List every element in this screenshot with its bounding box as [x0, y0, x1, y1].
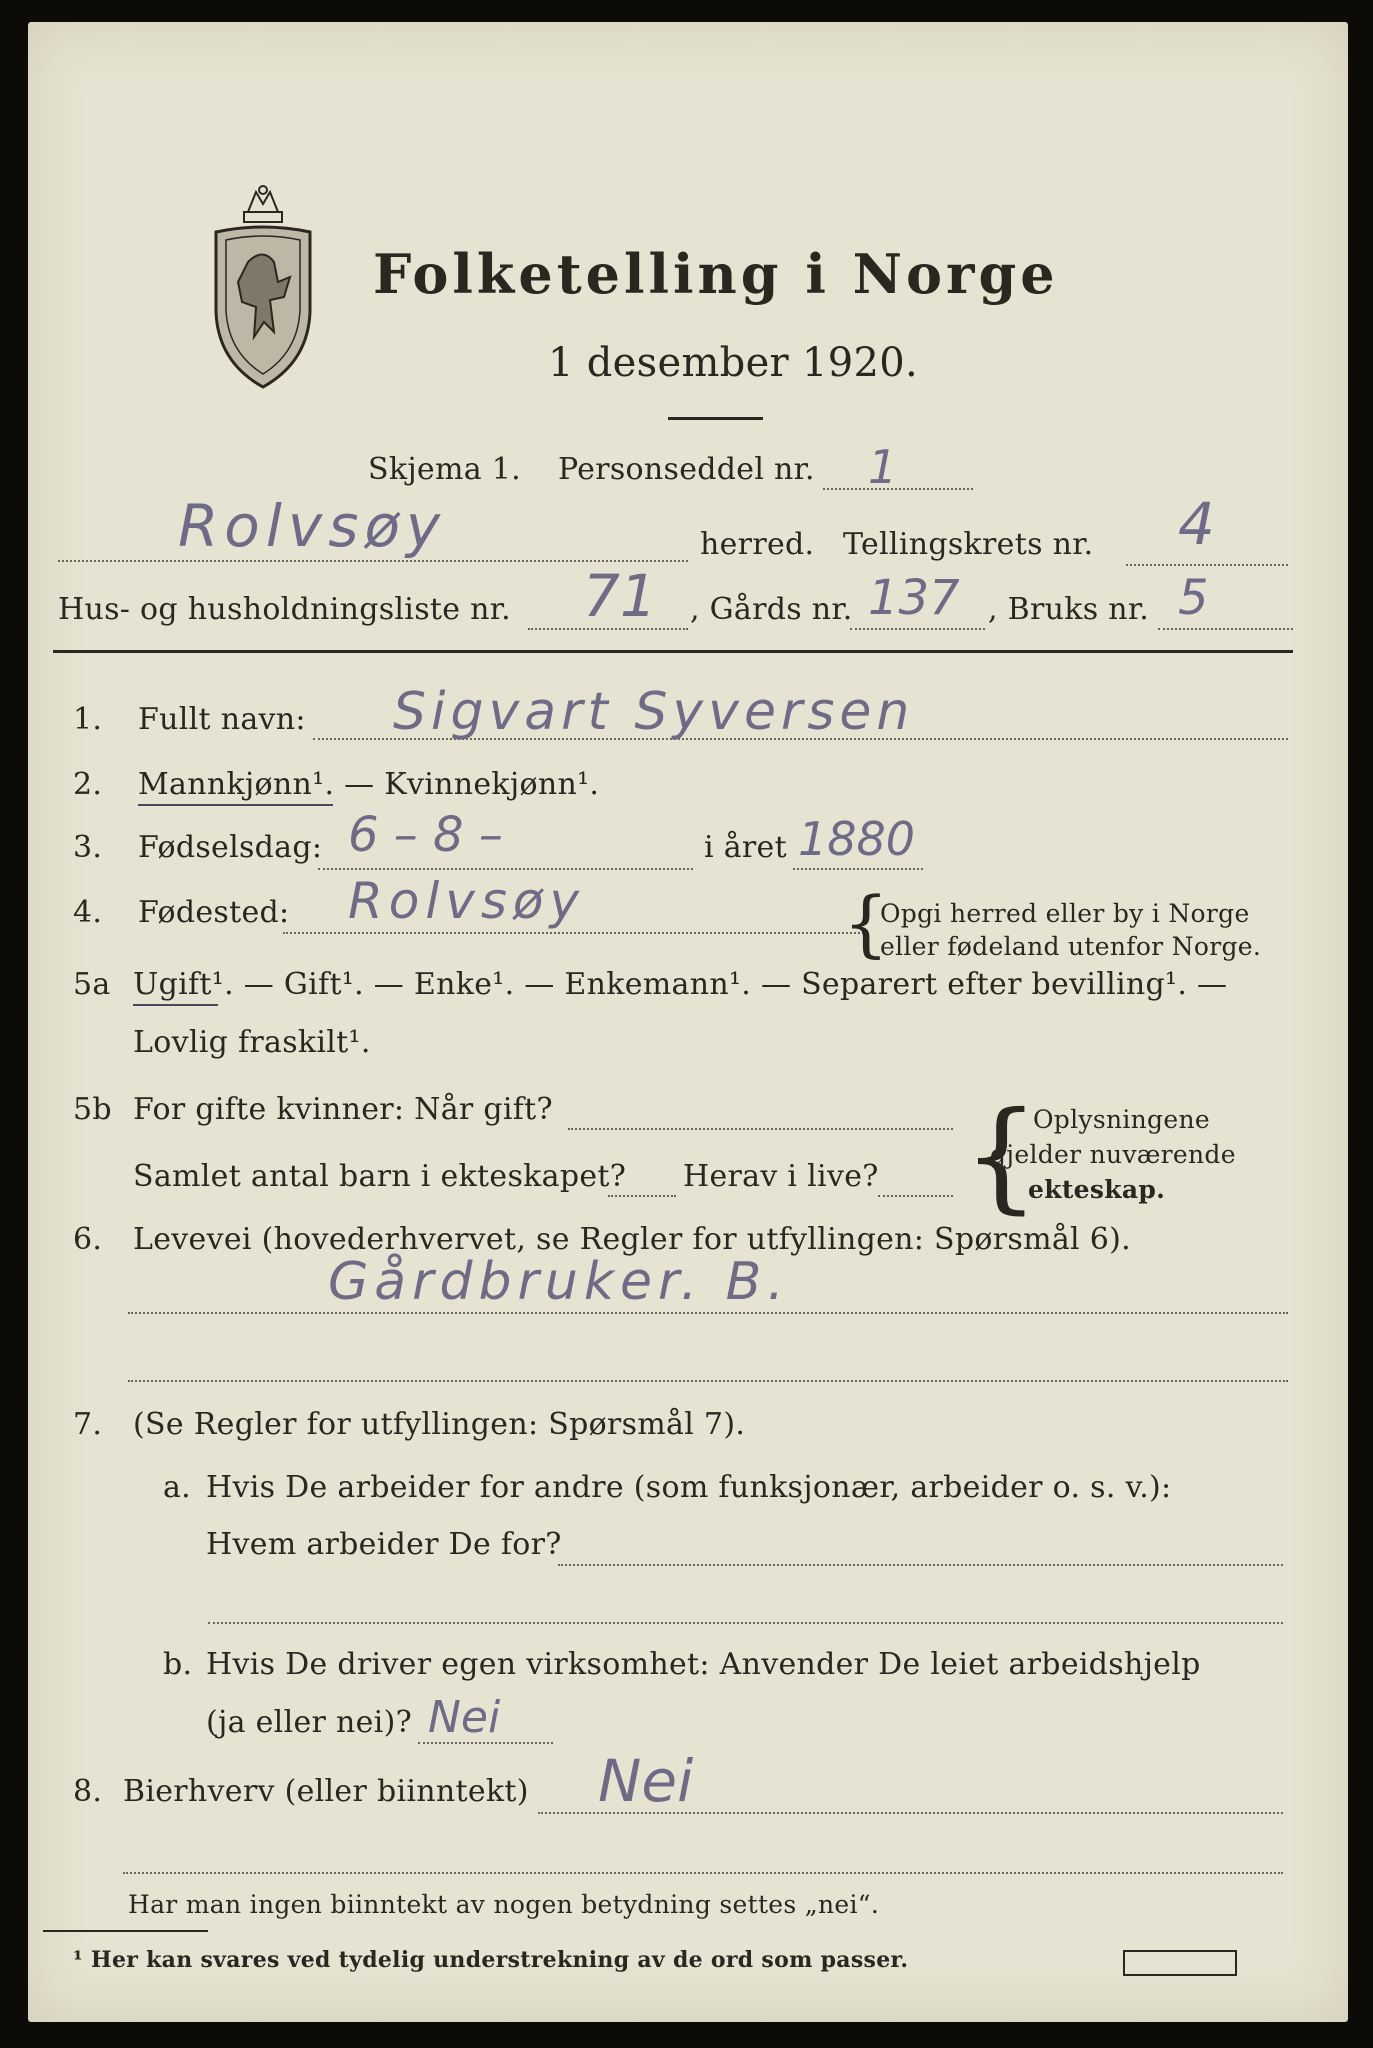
- footer-note: Har man ingen biinntekt av nogen betydning settes „nei“.: [128, 1890, 880, 1919]
- footnote: ¹ Her kan svares ved tydelig understrekning av de ord som passer.: [73, 1947, 909, 1973]
- q4-label: Fødested:: [138, 895, 290, 930]
- q8-line-2: [123, 1872, 1283, 1874]
- q8-value: Nei: [598, 1747, 694, 1815]
- q2-number: 2.: [73, 767, 103, 802]
- q7b-label-2: (ja eller nei)?: [206, 1705, 412, 1740]
- title-divider: [668, 417, 763, 420]
- q6-number: 6.: [73, 1222, 103, 1257]
- herred-value: Rolvsøy: [178, 492, 447, 560]
- q3-line: [318, 868, 693, 870]
- q7-number: 7.: [73, 1407, 103, 1442]
- q2-label: Mannkjønn¹. — Kvinnekjønn¹.: [138, 767, 600, 802]
- q2-underline-mark: [138, 804, 333, 806]
- q3-label: Fødselsdag:: [138, 830, 323, 865]
- q6-value: Gårdbruker. B.: [328, 1252, 790, 1312]
- husholdning-label: Hus- og husholdningsliste nr.: [58, 592, 511, 627]
- q1-number: 1.: [73, 702, 103, 737]
- q7b-letter: b.: [163, 1647, 193, 1682]
- herred-label: herred.: [700, 527, 815, 562]
- personseddel-line: [823, 488, 973, 490]
- q5b-note-3: ekteskap.: [1028, 1175, 1166, 1204]
- q5a-underline-mark: [133, 1004, 218, 1006]
- q6-label: Levevei (hovederhvervet, se Regler for utfyllingen: Spørsmål 6).: [133, 1222, 1131, 1257]
- q3-year-line: [793, 868, 923, 870]
- skjema-label: Skjema 1.: [368, 452, 521, 487]
- q6-line-2: [128, 1380, 1288, 1382]
- q7-label: (Se Regler for utfyllingen: Spørsmål 7).: [133, 1407, 746, 1442]
- q7a-line-1: [558, 1564, 1283, 1566]
- bruks-line: [1158, 628, 1293, 630]
- q5b-label-3: Herav i live?: [683, 1159, 879, 1194]
- personseddel-value: 1: [868, 440, 898, 494]
- q5b-married-line: [568, 1128, 953, 1130]
- q3-year-label: i året: [704, 830, 787, 865]
- q5b-label-2: Samlet antal barn i ekteskapet?: [133, 1159, 627, 1194]
- q4-number: 4.: [73, 895, 103, 930]
- q4-value: Rolvsøy: [348, 872, 586, 930]
- personseddel-label: Personseddel nr.: [558, 452, 815, 487]
- census-form-page: [28, 22, 1348, 2022]
- q5b-label-1: For gifte kvinner: Når gift?: [133, 1092, 553, 1127]
- husholdning-value: 71: [583, 562, 657, 630]
- q5b-note-2: gjelder nuværende: [990, 1140, 1236, 1169]
- q1-label: Fullt navn:: [138, 702, 306, 737]
- q5b-number: 5b: [73, 1092, 112, 1127]
- q8-label: Bierhverv (eller biinntekt): [123, 1774, 529, 1809]
- footnote-rule: [43, 1930, 208, 1932]
- printer-stamp: [1123, 1950, 1237, 1976]
- q4-line: [283, 932, 868, 934]
- q7a-line-2: [208, 1622, 1283, 1624]
- q7b-label-1: Hvis De driver egen virksomhet: Anvender De leiet arbeidshjelp: [206, 1647, 1201, 1682]
- census-date: 1 desember 1920.: [548, 340, 918, 386]
- q4-note-1: Opgi herred eller by i Norge: [880, 899, 1250, 928]
- q7b-value: Nei: [428, 1692, 501, 1743]
- q3-value: 6 – 8 –: [348, 807, 503, 863]
- q1-value: Sigvart Syversen: [393, 682, 915, 742]
- q5b-brace: {: [963, 1087, 1040, 1226]
- q5a-number: 5a: [73, 967, 111, 1002]
- gards-line: [850, 628, 985, 630]
- coat-of-arms-icon: [208, 182, 318, 392]
- bruks-value: 5: [1178, 570, 1209, 626]
- q7a-label-1: Hvis De arbeider for andre (som funksjonær, arbeider o. s. v.):: [206, 1470, 1172, 1505]
- tellingskrets-label: Tellingskrets nr.: [843, 527, 1094, 562]
- q3-year-value: 1880: [798, 812, 916, 866]
- form-title: Folketelling i Norge: [373, 242, 1059, 306]
- q4-note-2: eller fødeland utenfor Norge.: [880, 932, 1262, 961]
- gards-label: , Gårds nr.: [690, 592, 853, 627]
- q3-number: 3.: [73, 830, 103, 865]
- q7a-letter: a.: [163, 1470, 192, 1505]
- q5b-note-1: Oplysningene: [1033, 1105, 1210, 1134]
- q5b-alive-line: [878, 1195, 953, 1197]
- q4-brace: {: [843, 881, 889, 965]
- gards-value: 137: [868, 570, 960, 626]
- q8-number: 8.: [73, 1774, 103, 1809]
- tellingskrets-value: 4: [1178, 490, 1215, 558]
- bruks-label: , Bruks nr.: [988, 592, 1150, 627]
- tellingskrets-line: [1126, 564, 1288, 566]
- q7a-label-2: Hvem arbeider De for?: [206, 1527, 562, 1562]
- q6-line-1: [128, 1312, 1288, 1314]
- header-rule: [53, 650, 1293, 653]
- q5a-label: Ugift¹. — Gift¹. — Enke¹. — Enkemann¹. — Separert efter bevilling¹. —: [133, 967, 1228, 1002]
- q5a-label-2: Lovlig fraskilt¹.: [133, 1025, 371, 1060]
- q5b-children-line: [608, 1195, 676, 1197]
